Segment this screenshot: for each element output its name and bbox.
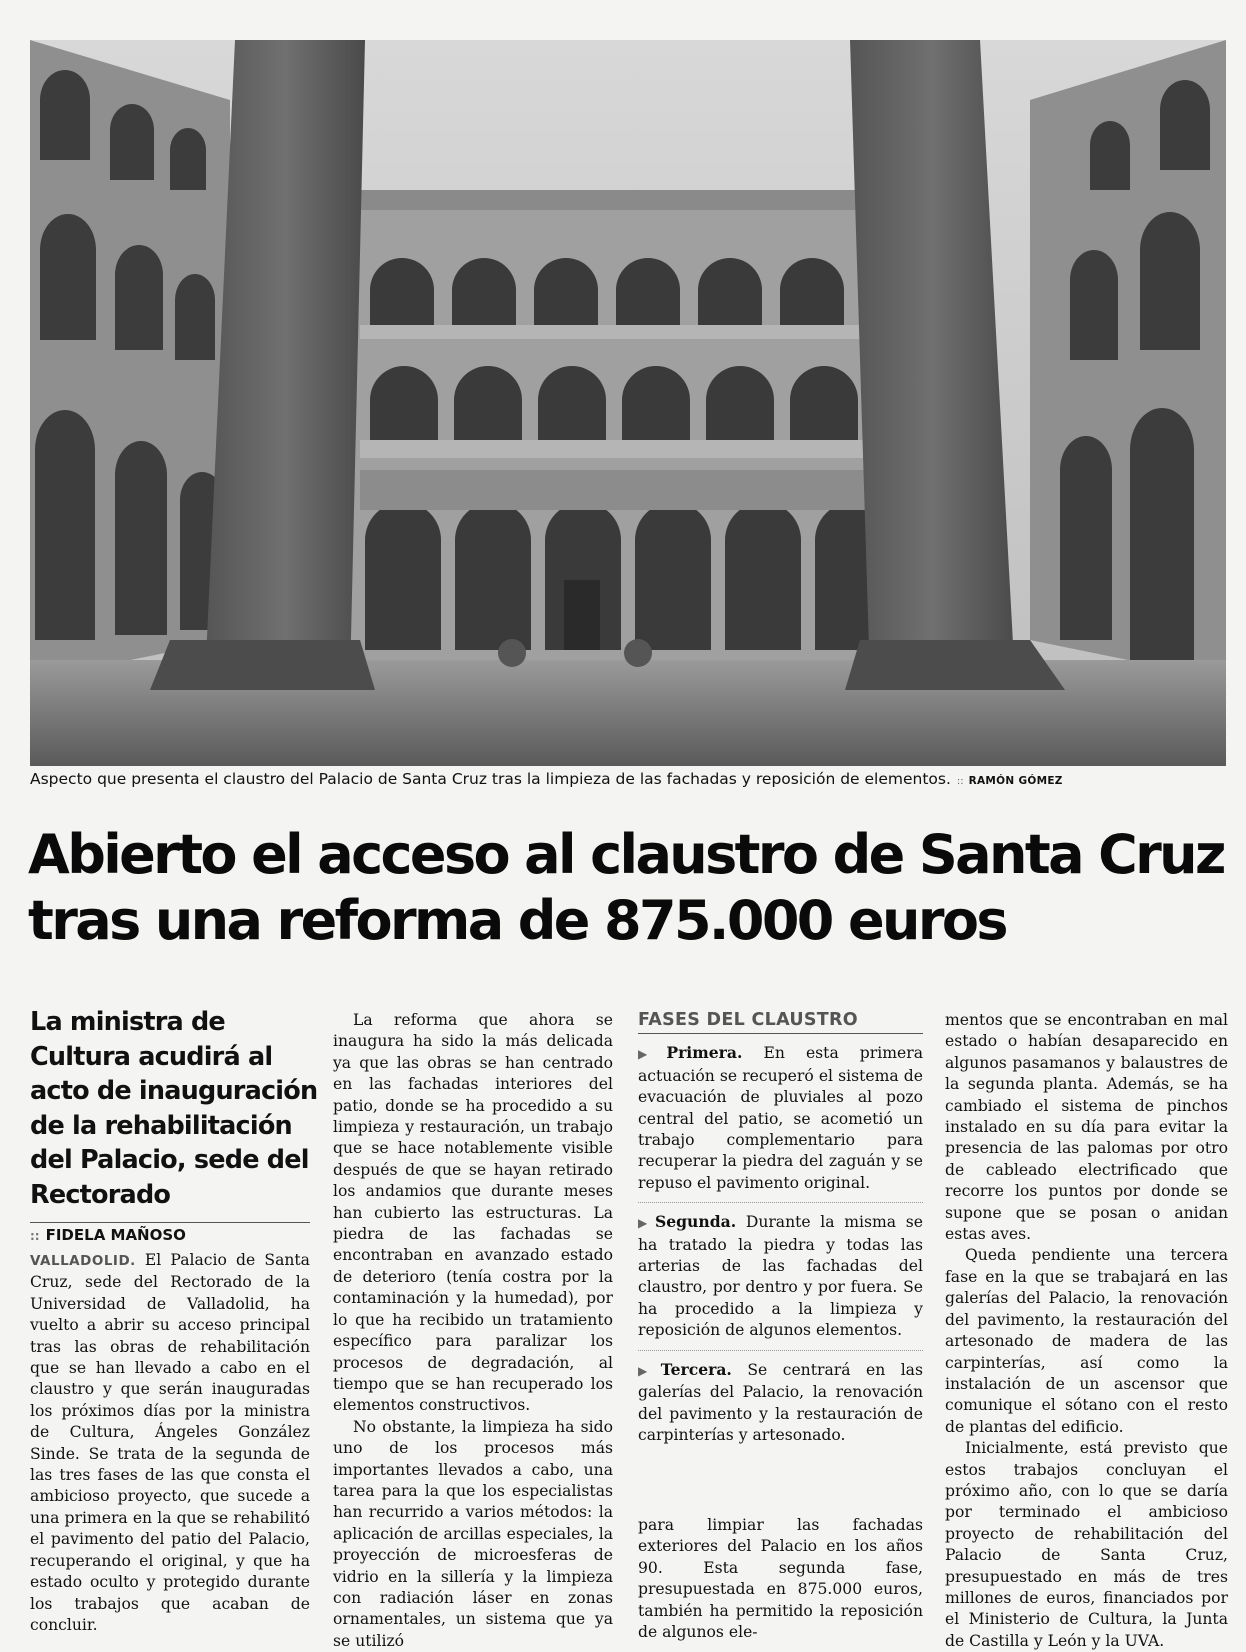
headline: Abierto el acceso al claustro de Santa Cruz tras una reforma de 875.000 euros	[28, 823, 1224, 952]
cloister-photo	[30, 40, 1226, 766]
phase-label: Segunda.	[654, 1212, 737, 1232]
byline	[30, 1222, 310, 1244]
dateline-city: VALLADOLID.	[30, 1253, 136, 1269]
article-paragraph: No obstante, la limpieza ha sido uno de los procesos más importantes llevados a cabo, una tarea para la que los especialistas han recurrido a varios métodos: la aplicación de arcillas especiales, la proyección de microesferas de vidrio en la sillería y la limpieza con radiación láser en zonas ornamentales, un sistema que ya se utilizó	[333, 1417, 613, 1650]
article-paragraph: Inicialmente, está previsto que estos trabajos concluyan el próximo año, con lo que se daría por terminado el ambicioso proyecto de rehabilitación del Palacio de Santa Cruz, presupuestado en más de tres millones de euros, financiados por el Ministerio de Cultura, la Junta de Castilla y León y la UVA.	[945, 1439, 1228, 1650]
phase-text: Durante la misma se ha tratado la piedra y todas las arterias de las fachadas del claustro, por dentro y por fuera. Se ha procedido a la limpieza y reposición de algunos elementos.	[638, 1213, 923, 1340]
phase-item	[638, 1359, 923, 1455]
credit-marker-icon: ::	[956, 776, 964, 787]
phases-box	[638, 1010, 923, 1454]
article-paragraph: mentos que se encontraban en mal estado o habían desaparecido en algunos pasamanos y balaustres de la segunda planta. Además, se ha cambiado el sistema de pinchos instalado en su día para evitar la presencia de las palomas por otro de cableado electrificado que recorre los puntos por donde se supone que se posan o anidan estas aves.	[945, 1011, 1228, 1244]
byline-marker-icon: ::	[30, 1229, 40, 1243]
article-paragraph: La reforma que ahora se inaugura ha sido la más delicada ya que las obras se han centrado en las fachadas interiores del patio, donde se ha procedido a su limpieza y restauración, un trabajo que se hace notablemente visible después de que se hayan retirado los andamios que durante meses han cubierto las estructuras. La piedra de las fachadas se encontraban en avanzado estado de deterioro (tenía costra por la contaminación y la humedad), por lo que ha recibido un tratamiento específico para paralizar los procesos de degradación, al tiempo que se han recuperado los elementos constructivos.	[333, 1011, 613, 1415]
article-column-3-continuation	[638, 1515, 923, 1643]
phase-text: En esta primera actuación se recuperó el sistema de evacuación de pluviales al pozo central del patio, se acometió un trabajo complementario para recuperar la piedra del zaguán y se repuso el pavimento original.	[638, 1044, 923, 1192]
article-column-2	[333, 1010, 613, 1652]
phase-item	[638, 1042, 923, 1203]
box-title: FASES DEL CLAUSTRO	[638, 1010, 923, 1034]
author-name: FIDELA MAÑOSO	[45, 1226, 186, 1244]
article-paragraph: para limpiar las fachadas exteriores del Palacio en los años 90. Esta segunda fase, presupuestada en 875.000 euros, también ha permitido la reposición de algunos ele-	[638, 1516, 923, 1642]
phase-label: Primera.	[666, 1043, 743, 1063]
article-paragraph	[30, 1250, 310, 1636]
photo-credit: RAMÓN GÓMEZ	[968, 775, 1063, 787]
phase-item	[638, 1211, 923, 1350]
paragraph-text: El Palacio de Santa Cruz, sede del Rectorado de la Universidad de Valladolid, ha vuelto a abrir su acceso principal tras las obras de rehabilitación que se han llevado a cabo en el claustro y que serán inauguradas los próximos días por la ministra de Cultura, Ángeles González Sinde. Se trata de la segunda de las tres fases de las que consta el ambicioso proyecto, que sucede a una primera en la que se rehabilitó el pavimento del patio del Palacio, recuperando el original, y que ha estado oculto y protegido durante los trabajos que acaban de concluir.	[30, 1251, 310, 1634]
article-column-4	[945, 1010, 1228, 1652]
triangle-bullet-icon: ▶	[638, 1363, 658, 1378]
triangle-bullet-icon: ▶	[638, 1216, 652, 1231]
article-paragraph: Queda pendiente una tercera fase en la que se trabajará en las galerías del Palacio, la renovación del pavimento, la restauración del artesonado de madera de las carpinterías, así como la instalación de un ascensor que comunique el sótano con el resto de plantas del edificio.	[945, 1246, 1228, 1436]
triangle-bullet-icon: ▶	[638, 1047, 664, 1062]
photo-caption	[30, 770, 1230, 788]
cloister-illustration	[30, 40, 1226, 766]
phase-label: Tercera.	[660, 1359, 732, 1379]
subheadline: La ministra de Cultura acudirá al acto de inauguración de la rehabilitación del Palacio, sede del Rectorado	[30, 1007, 318, 1210]
phase-text: Se centrará en las galerías del Palacio, la renovación del pavimento y la restauración de carpinterías y artesonado.	[638, 1360, 923, 1444]
article-column-1	[30, 1250, 310, 1636]
caption-text: Aspecto que presenta el claustro del Palacio de Santa Cruz tras la limpieza de las fachadas y reposición de elementos.	[30, 770, 951, 788]
